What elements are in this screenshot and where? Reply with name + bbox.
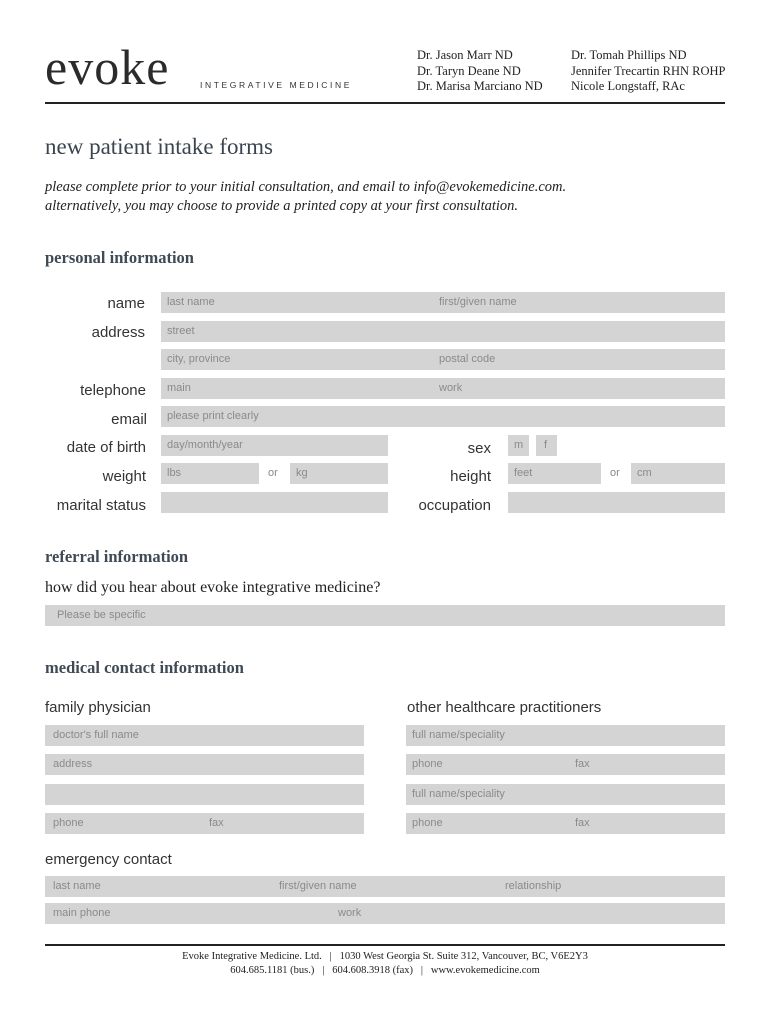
emergency-phone-field[interactable] (45, 903, 725, 924)
marital-status-field[interactable] (161, 492, 388, 513)
address-label: address (91, 324, 145, 341)
name-field[interactable] (161, 292, 725, 313)
header-divider (45, 102, 725, 104)
dob-placeholder: day/month/year (167, 439, 243, 451)
physician-name-field[interactable] (45, 725, 364, 746)
doctor-name: Jennifer Trecartin RHN ROHP (571, 63, 726, 78)
footer (45, 950, 725, 978)
practitioner2-name-field[interactable] (406, 784, 725, 805)
doctor-name: Nicole Longstaff, RAc (571, 79, 685, 93)
city-placeholder: city, province (167, 353, 231, 365)
dob-label: date of birth (66, 439, 146, 456)
logo-tagline: INTEGRATIVE MEDICINE (200, 80, 352, 90)
emergency-last-name-placeholder: last name (53, 880, 101, 892)
family-physician-label: family physician (45, 699, 151, 716)
practitioner2-phone-fax-field[interactable] (406, 813, 725, 834)
lbs-placeholder: lbs (167, 467, 182, 479)
street-placeholder: street (167, 325, 195, 337)
postal-code-placeholder: postal code (439, 353, 496, 365)
practitioner1-fax-placeholder: fax (575, 758, 590, 770)
other-practitioners-label: other healthcare practitioners (407, 699, 602, 716)
cm-placeholder: cm (637, 467, 652, 479)
street-field[interactable] (161, 321, 725, 342)
kg-placeholder: kg (296, 467, 308, 479)
main-phone-placeholder: main (167, 382, 191, 394)
first-name-placeholder: first/given name (439, 296, 517, 308)
emergency-relationship-placeholder: relationship (505, 880, 562, 892)
doctors-list-left (417, 48, 543, 95)
height-cm-field[interactable] (631, 463, 725, 484)
city-postal-field[interactable] (161, 349, 725, 370)
dob-field[interactable] (161, 435, 388, 456)
height-label: height (450, 468, 491, 485)
emergency-work-phone-placeholder: work (338, 907, 362, 919)
personal-info-heading: personal information (45, 248, 194, 267)
sex-f-placeholder: f (544, 439, 548, 451)
sex-m-box[interactable] (508, 435, 529, 456)
footer-contact: 604.685.1181 (bus.) | 604.608.3918 (fax) | www.evokemedicine.com (230, 965, 540, 976)
doctor-name: Dr. Tomah Phillips ND (571, 48, 687, 62)
referral-placeholder: Please be specific (57, 609, 146, 621)
practitioner2-fax-placeholder: fax (575, 817, 590, 829)
sex-f-box[interactable] (536, 435, 557, 456)
referral-field[interactable] (45, 605, 725, 626)
sex-m-placeholder: m (514, 439, 524, 451)
physician-address-placeholder: address (53, 758, 93, 770)
physician-address-line2-field[interactable] (45, 784, 364, 805)
footer-divider (45, 944, 725, 946)
telephone-field[interactable] (161, 378, 725, 399)
page-title: new patient intake forms (45, 134, 274, 159)
physician-phone-fax-field[interactable] (45, 813, 364, 834)
practitioner2-name-placeholder: full name/speciality (412, 788, 505, 800)
email-placeholder: please print clearly (167, 410, 259, 422)
last-name-placeholder: last name (167, 296, 215, 308)
emergency-main-phone-placeholder: main phone (53, 907, 111, 919)
physician-phone-placeholder: phone (53, 817, 84, 829)
email-field[interactable] (161, 406, 725, 427)
doctor-name: Dr. Jason Marr ND (417, 48, 513, 62)
occupation-label: occupation (418, 497, 491, 514)
physician-address-field[interactable] (45, 754, 364, 775)
instruction-line: please complete prior to your initial consultation, and email to info@evokemedicine.com. (45, 179, 567, 195)
or-text: or (268, 467, 278, 479)
footer-address: Evoke Integrative Medicine. Ltd. | 1030 West Georgia St. Suite 312, Vancouver, BC, V6E2Y3 (182, 951, 588, 962)
emergency-name-field[interactable] (45, 876, 725, 897)
physician-fax-placeholder: fax (209, 817, 224, 829)
name-label: name (107, 295, 145, 312)
doctor-name: Dr. Taryn Deane ND (417, 63, 521, 78)
height-feet-field[interactable] (508, 463, 601, 484)
instructions (45, 178, 566, 216)
feet-placeholder: feet (514, 467, 533, 479)
evoke-logo: evoke (45, 39, 170, 95)
doctors-list-right (571, 48, 726, 95)
occupation-field[interactable] (508, 492, 725, 513)
practitioner1-name-placeholder: full name/speciality (412, 729, 505, 741)
telephone-label: telephone (80, 382, 146, 399)
emergency-contact-label: emergency contact (45, 851, 172, 868)
physician-name-placeholder: doctor's full name (53, 729, 139, 741)
sex-label: sex (467, 440, 491, 457)
email-label: email (111, 411, 147, 428)
practitioner2-phone-placeholder: phone (412, 817, 443, 829)
practitioner1-name-field[interactable] (406, 725, 725, 746)
referral-question: how did you hear about evoke integrative medicine? (45, 579, 381, 596)
or-text: or (610, 467, 620, 479)
practitioner1-phone-placeholder: phone (412, 758, 443, 770)
referral-heading: referral information (45, 547, 189, 566)
weight-kg-field[interactable] (290, 463, 388, 484)
weight-label: weight (102, 468, 146, 485)
work-phone-placeholder: work (439, 382, 463, 394)
emergency-first-name-placeholder: first/given name (279, 880, 357, 892)
practitioner1-phone-fax-field[interactable] (406, 754, 725, 775)
doctor-name: Dr. Marisa Marciano ND (417, 79, 543, 93)
weight-lbs-field[interactable] (161, 463, 259, 484)
marital-status-label: marital status (56, 497, 146, 514)
instruction-line: alternatively, you may choose to provide a printed copy at your first consultation. (45, 198, 519, 214)
medical-contact-heading: medical contact information (45, 658, 244, 677)
